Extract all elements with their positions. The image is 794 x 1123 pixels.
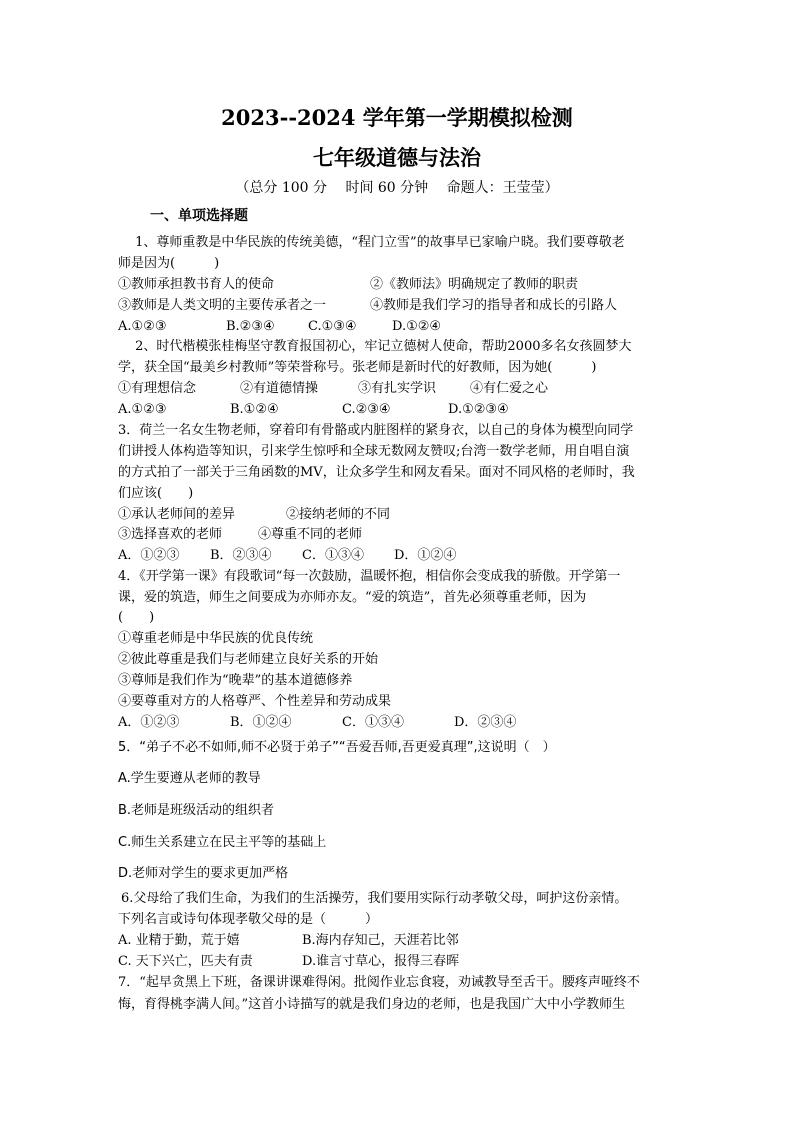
q6-choice-c: C. 天下兴亡，匹夫有责 <box>118 954 253 969</box>
q1-stem-line2: 师是因为( ) <box>118 256 220 271</box>
exam-title: 2023--2024 学年第一学期模拟检测 <box>221 105 573 130</box>
q4-stem-line3: ( ) <box>118 610 155 625</box>
q4-statement-3: ③尊师是我们作为“晚辈”的基本道德修养 <box>118 673 353 688</box>
exam-subject: 七年级道德与法治 <box>313 145 481 170</box>
q7-stem-line2: 悔，育得桃李满人间。”这首小诗描写的就是我们身边的老师，也是我国广大中小学教师生 <box>118 997 626 1012</box>
q1-choice-b: B.②③④ <box>226 319 275 334</box>
q2-choice-b: B.①②④ <box>230 402 279 417</box>
q3-statements-row2 <box>118 526 688 544</box>
exam-info: （总分 100 分 时间 60 分钟 命题人：王莹莹） <box>235 180 559 196</box>
q3-choice-d: D．①②④ <box>394 548 457 563</box>
q4-choice-c: C．①③④ <box>342 715 404 730</box>
q2-stem-line1: 2、时代楷模张桂梅坚守教育报国初心，牢记立德树人使命，帮助2000多名女孩圆梦大 <box>118 339 632 354</box>
q6-choice-b: B.海内存知己，天涯若比邻 <box>302 933 459 948</box>
q6-stem-line1: 6.父母给了我们生命，为我们的生活操劳，我们要用实际行动孝敬父母，呵护这份亲情。 <box>121 891 628 906</box>
q2-choice-d: D.①②③④ <box>448 402 509 417</box>
q4-stem-line1: 4．《开学第一课》有段歌词“每一次鼓励，温暖怀抱，相信你会变成我的骄傲。开学第一 <box>118 569 621 584</box>
q4-choice-a: A．①②③ <box>118 715 180 730</box>
q6-choices-row2 <box>118 953 688 971</box>
section-heading: 一、单项选择题 <box>150 208 248 224</box>
q3-statement-3: ③选择喜欢的老师 <box>118 527 223 542</box>
q4-choices <box>118 714 688 732</box>
q2-statement-1: ①有理想信念 <box>118 381 197 396</box>
q3-choice-a: A．①②③ <box>118 548 180 563</box>
q2-choices <box>118 401 688 419</box>
q3-choice-b: B．②③④ <box>210 548 272 563</box>
q3-statement-1: ①承认老师间的差异 <box>118 507 236 522</box>
q3-statements-row1 <box>118 506 688 524</box>
q1-statement-2: ②《教师法》明确规定了教师的职责 <box>370 277 579 292</box>
q3-choices <box>118 547 688 565</box>
q1-statement-3: ③教师是人类文明的主要传承者之一 <box>118 298 327 313</box>
q1-choices <box>118 318 688 336</box>
q2-statements <box>118 380 688 398</box>
q5-choice-a: A.学生要遵从老师的教导 <box>118 771 261 786</box>
q5-choice-b: B.老师是班级活动的组织者 <box>118 803 275 818</box>
q5-choice-c: C.师生关系建立在民主平等的基础上 <box>118 835 327 850</box>
q3-stem-line3: 的方式拍了一部关于三角函数的MV，让众多学生和网友看呆。面对不同风格的老师时，我 <box>118 465 635 480</box>
q3-stem-line2: 们讲授人体构造等知识，引来学生惊呼和全球无数网友赞叹;台湾一数学老师，用自唱自演 <box>118 444 630 459</box>
q1-choice-d: D.①②④ <box>392 319 442 334</box>
q1-stem-line1: 1、尊师重教是中华民族的传统美德，“程门立雪”的故事早已家喻户晓。我们要尊敬老 <box>118 235 625 250</box>
q6-choice-a: A. 业精于勤，荒于嬉 <box>118 933 240 948</box>
q4-choice-b: B．①②④ <box>230 715 292 730</box>
q2-statement-3: ③有扎实学识 <box>358 381 437 396</box>
q1-statement-1: ①教师承担教书育人的使命 <box>118 277 275 292</box>
q4-statement-2: ②彼此尊重是我们与老师建立良好关系的开始 <box>118 652 379 667</box>
q1-statements-row1 <box>118 276 688 294</box>
q2-statement-2: ②有道德情操 <box>240 381 319 396</box>
q6-stem-line2: 下列名言或诗句体现孝敬父母的是（ ） <box>118 912 379 927</box>
q1-choice-a: A.①②③ <box>118 319 167 334</box>
q3-choice-c: C．①③④ <box>302 548 364 563</box>
q1-statements-row2 <box>118 297 688 315</box>
q1-statement-4: ④教师是我们学习的指导者和成长的引路人 <box>370 298 618 313</box>
q5-stem: 5．“弟子不必不如师,师不必贤于弟子”“吾爱吾师,吾更爱真理”,这说明（ ） <box>118 740 556 755</box>
q2-statement-4: ④有仁爱之心 <box>470 381 549 396</box>
q4-statement-4: ④要尊重对方的人格尊严、个性差异和劳动成果 <box>118 694 392 709</box>
q7-stem-line1: 7．“起早贪黑上下班，备课讲课难得闲。批阅作业忘食寝，劝诫教导至舌干。腰疼声哑终不 <box>118 975 640 990</box>
q6-choices-row1 <box>118 932 688 950</box>
q5-choice-d: D.老师对学生的要求更加严格 <box>118 866 289 881</box>
q4-stem-line2: 课，爱的筑造，师生之间要成为亦师亦友。“爱的筑造”，首先必须尊重老师，因为 <box>118 590 587 605</box>
q4-choice-d: D．②③④ <box>454 715 517 730</box>
q2-choice-a: A.①②③ <box>118 402 167 417</box>
q3-statement-4: ④尊重不同的老师 <box>258 527 363 542</box>
q2-stem-line2: 学，获全国“最美乡村教师”等荣誉称号。张老师是新时代的好教师，因为她( ) <box>118 360 597 375</box>
q3-statement-2: ②接纳老师的不同 <box>286 507 391 522</box>
q3-stem-line1: 3．荷兰一名女生物老师，穿着印有骨骼或内脏图样的紧身衣，以自己的身体为模型向同学 <box>118 423 634 438</box>
q4-statement-1: ①尊重老师是中华民族的优良传统 <box>118 631 314 646</box>
q2-choice-c: C.②③④ <box>342 402 391 417</box>
q3-stem-line4: 们应该( ) <box>118 486 194 501</box>
q1-choice-c: C.①③④ <box>308 319 357 334</box>
q6-choice-d: D.谁言寸草心，报得三春晖 <box>302 954 460 969</box>
